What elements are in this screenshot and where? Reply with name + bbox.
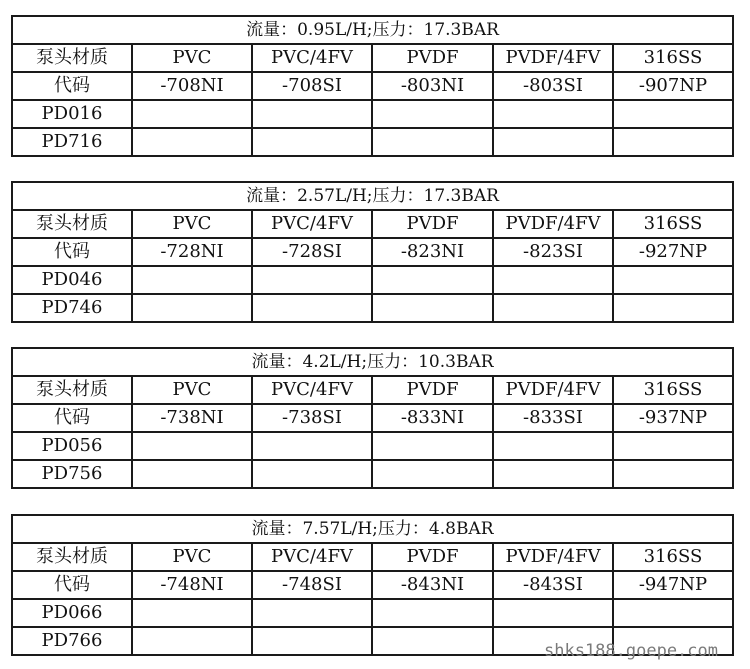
code-cell: -738SI <box>252 404 372 432</box>
code-label: 代码 <box>12 404 132 432</box>
empty-cell <box>132 432 252 460</box>
code-label: 代码 <box>12 238 132 266</box>
empty-cell <box>372 460 493 488</box>
header-cell: PVDF <box>372 376 493 404</box>
code-label: 代码 <box>12 571 132 599</box>
empty-cell <box>613 266 733 294</box>
code-cell: -823SI <box>493 238 613 266</box>
empty-cell <box>493 294 613 322</box>
model-cell: PD746 <box>12 294 132 322</box>
model-cell: PD716 <box>12 128 132 156</box>
empty-cell <box>132 128 252 156</box>
empty-cell <box>493 599 613 627</box>
code-cell: -843SI <box>493 571 613 599</box>
spec-table-3 <box>11 347 734 489</box>
empty-cell <box>252 100 372 128</box>
empty-cell <box>613 599 733 627</box>
code-cell: -708NI <box>132 72 252 100</box>
header-cell: PVC/4FV <box>252 376 372 404</box>
header-cell: PVDF/4FV <box>493 44 613 72</box>
empty-cell <box>613 128 733 156</box>
code-cell: -833SI <box>493 404 613 432</box>
spec-table-2 <box>11 181 734 323</box>
empty-cell <box>493 460 613 488</box>
header-cell: PVDF <box>372 210 493 238</box>
empty-cell <box>372 100 493 128</box>
code-label: 代码 <box>12 72 132 100</box>
model-cell: PD056 <box>12 432 132 460</box>
empty-cell <box>372 432 493 460</box>
empty-cell <box>132 266 252 294</box>
header-material-label: 泵头材质 <box>12 543 132 571</box>
empty-cell <box>252 294 372 322</box>
code-cell: -907NP <box>613 72 733 100</box>
empty-cell <box>493 432 613 460</box>
empty-cell <box>372 294 493 322</box>
empty-cell <box>613 432 733 460</box>
code-cell: -937NP <box>613 404 733 432</box>
model-cell: PD066 <box>12 599 132 627</box>
code-cell: -843NI <box>372 571 493 599</box>
header-material-label: 泵头材质 <box>12 210 132 238</box>
empty-cell <box>252 432 372 460</box>
table-title: 流量：4.2L/H;压力：10.3BAR <box>12 348 733 376</box>
empty-cell <box>493 100 613 128</box>
header-cell: PVDF/4FV <box>493 210 613 238</box>
empty-cell <box>132 294 252 322</box>
header-cell: PVDF/4FV <box>493 543 613 571</box>
watermark-text: shks188.goepe.com <box>544 641 718 661</box>
code-cell: -738NI <box>132 404 252 432</box>
code-cell: -748SI <box>252 571 372 599</box>
spec-table-1 <box>11 15 734 157</box>
empty-cell <box>372 599 493 627</box>
spec-table-4 <box>11 514 734 656</box>
header-cell: PVC/4FV <box>252 543 372 571</box>
header-material-label: 泵头材质 <box>12 44 132 72</box>
empty-cell <box>613 100 733 128</box>
model-cell: PD016 <box>12 100 132 128</box>
code-cell: -803SI <box>493 72 613 100</box>
model-cell: PD766 <box>12 627 132 655</box>
code-cell: -947NP <box>613 571 733 599</box>
header-cell: 316SS <box>613 376 733 404</box>
header-cell: 316SS <box>613 44 733 72</box>
header-cell: PVC/4FV <box>252 210 372 238</box>
header-cell: PVC/4FV <box>252 44 372 72</box>
empty-cell <box>252 460 372 488</box>
header-cell: PVC <box>132 376 252 404</box>
empty-cell <box>493 128 613 156</box>
empty-cell <box>372 627 493 655</box>
empty-cell <box>132 100 252 128</box>
code-cell: -833NI <box>372 404 493 432</box>
empty-cell <box>132 460 252 488</box>
header-cell: PVC <box>132 543 252 571</box>
header-cell: PVDF <box>372 44 493 72</box>
header-cell: 316SS <box>613 543 733 571</box>
header-material-label: 泵头材质 <box>12 376 132 404</box>
header-cell: 316SS <box>613 210 733 238</box>
header-cell: PVC <box>132 210 252 238</box>
model-cell: PD046 <box>12 266 132 294</box>
code-cell: -927NP <box>613 238 733 266</box>
empty-cell <box>132 627 252 655</box>
code-cell: -728SI <box>252 238 372 266</box>
table-title: 流量：7.57L/H;压力：4.8BAR <box>12 515 733 543</box>
empty-cell <box>252 128 372 156</box>
code-cell: -803NI <box>372 72 493 100</box>
empty-cell <box>252 627 372 655</box>
empty-cell <box>252 599 372 627</box>
empty-cell <box>493 266 613 294</box>
table-title: 流量：2.57L/H;压力：17.3BAR <box>12 182 733 210</box>
table-title: 流量：0.95L/H;压力：17.3BAR <box>12 16 733 44</box>
empty-cell <box>613 460 733 488</box>
header-cell: PVC <box>132 44 252 72</box>
model-cell: PD756 <box>12 460 132 488</box>
code-cell: -748NI <box>132 571 252 599</box>
empty-cell <box>613 294 733 322</box>
empty-cell <box>252 266 372 294</box>
empty-cell <box>372 128 493 156</box>
empty-cell <box>132 599 252 627</box>
code-cell: -728NI <box>132 238 252 266</box>
empty-cell <box>372 266 493 294</box>
header-cell: PVDF/4FV <box>493 376 613 404</box>
code-cell: -708SI <box>252 72 372 100</box>
code-cell: -823NI <box>372 238 493 266</box>
header-cell: PVDF <box>372 543 493 571</box>
